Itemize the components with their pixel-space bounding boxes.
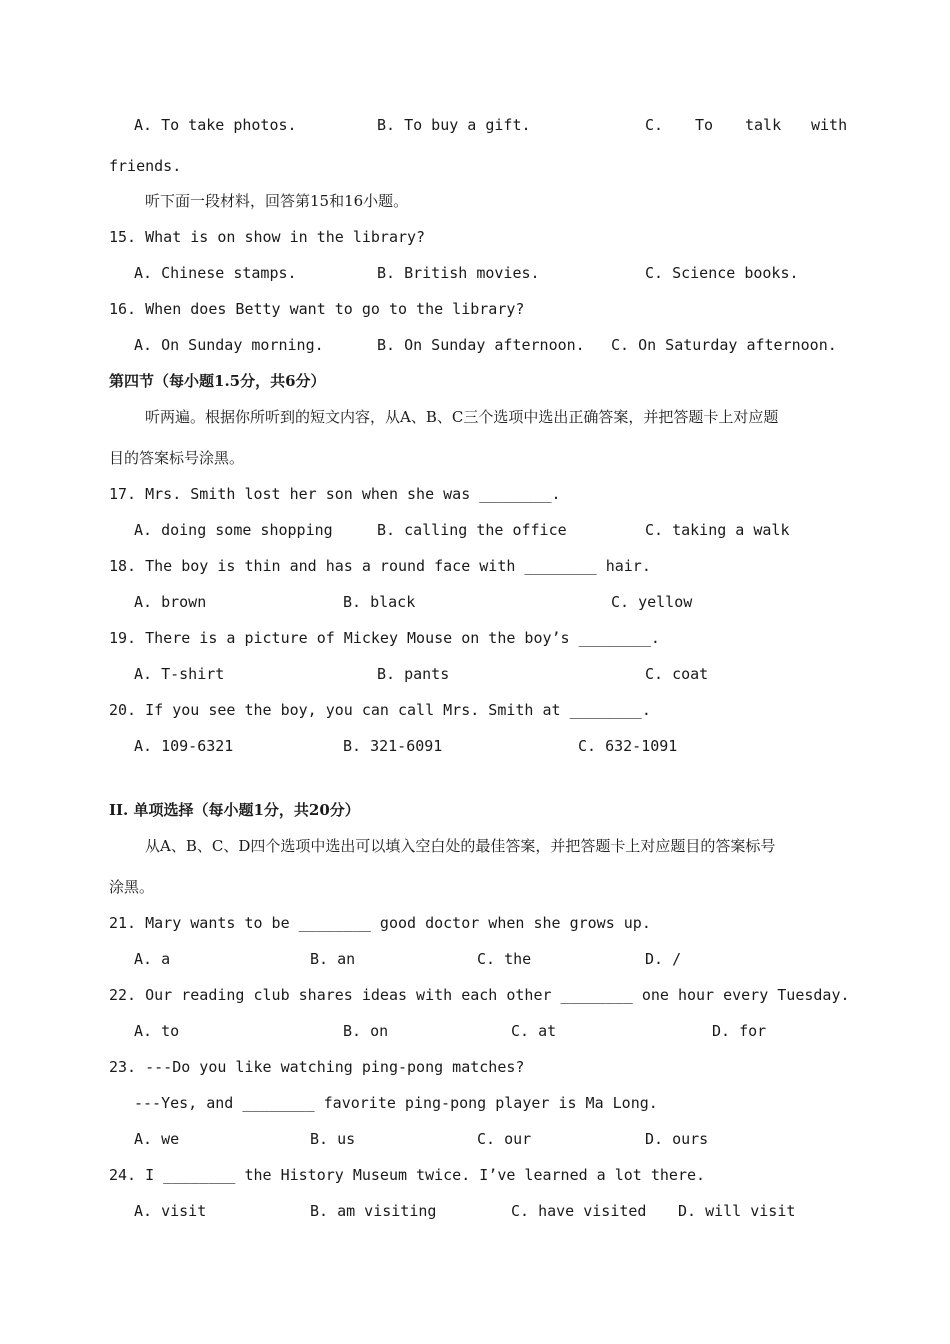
question-15: 15. What is on show in the library?	[109, 228, 426, 246]
q14-option-c-word2: talk	[745, 116, 782, 134]
q23-option-b: B. us	[310, 1130, 356, 1148]
section-4-instruction: 听两遍。根据你所听到的短文内容，从A、B、C三个选项中选出正确答案，并把答题卡上对应题	[145, 408, 779, 426]
q16-option-c: C. On Saturday afternoon.	[611, 336, 837, 354]
question-23-response: ---Yes, and ________ favorite ping-pong player is Ma Long.	[134, 1094, 658, 1112]
q20-option-a: A. 109-6321	[134, 737, 234, 755]
listening-instruction-15-16: 听下面一段材料，回答第15和16小题。	[145, 192, 409, 210]
question-18: 18. The boy is thin and has a round face with ________ hair.	[109, 557, 651, 575]
q19-option-a: A. T-shirt	[134, 665, 225, 683]
q22-option-d: D. for	[712, 1022, 767, 1040]
q24-option-a: A. visit	[134, 1202, 207, 1220]
q15-option-a: A. Chinese stamps.	[134, 264, 297, 282]
q23-option-a: A. we	[134, 1130, 180, 1148]
q21-option-c: C. the	[477, 950, 532, 968]
q21-option-a: A. a	[134, 950, 171, 968]
part-2-title: II. 单项选择（每小题1分，共20分）	[109, 801, 360, 819]
q23-option-d: D. ours	[645, 1130, 709, 1148]
question-21: 21. Mary wants to be ________ good doctor when she grows up.	[109, 914, 651, 932]
q24-option-c: C. have visited	[511, 1202, 647, 1220]
q21-option-b: B. an	[310, 950, 356, 968]
q15-option-c: C. Science books.	[645, 264, 799, 282]
q14-option-a: A. To take photos.	[134, 116, 297, 134]
q21-option-d: D. /	[645, 950, 682, 968]
part-2-instruction: 从A、B、C、D四个选项中选出可以填入空白处的最佳答案，并把答题卡上对应题目的答案标号	[145, 837, 776, 855]
q22-option-c: C. at	[511, 1022, 557, 1040]
question-23: 23. ---Do you like watching ping-pong matches?	[109, 1058, 525, 1076]
q14-option-c-word3: with	[811, 116, 848, 134]
section-4-title: 第四节（每小题1.5分，共6分）	[109, 372, 326, 390]
q22-option-b: B. on	[343, 1022, 389, 1040]
q14-option-c-word1: To	[695, 116, 714, 134]
q16-option-a: A. On Sunday morning.	[134, 336, 324, 354]
q23-option-c: C. our	[477, 1130, 532, 1148]
question-20: 20. If you see the boy, you can call Mrs. Smith at ________.	[109, 701, 651, 719]
q17-option-b: B. calling the office	[377, 521, 567, 539]
question-22: 22. Our reading club shares ideas with each other ________ one hour every Tuesday.	[109, 986, 850, 1004]
section-4-instruction-cont: 目的答案标号涂黑。	[109, 449, 245, 467]
q24-option-d: D. will visit	[678, 1202, 796, 1220]
q14-option-b: B. To buy a gift.	[377, 116, 531, 134]
q18-option-c: C. yellow	[611, 593, 693, 611]
q24-option-b: B. am visiting	[310, 1202, 437, 1220]
part-2-instruction-cont: 涂黑。	[109, 878, 155, 896]
q22-option-a: A. to	[134, 1022, 180, 1040]
q19-option-c: C. coat	[645, 665, 709, 683]
q15-option-b: B. British movies.	[377, 264, 540, 282]
question-19: 19. There is a picture of Mickey Mouse on the boy’s ________.	[109, 629, 660, 647]
q20-option-c: C. 632-1091	[578, 737, 678, 755]
q17-option-c: C. taking a walk	[645, 521, 790, 539]
question-24: 24. I ________ the History Museum twice. I’ve learned a lot there.	[109, 1166, 706, 1184]
q14-option-c-continued: friends.	[109, 157, 182, 175]
q18-option-a: A. brown	[134, 593, 207, 611]
q14-option-c-label: C.	[645, 116, 664, 134]
question-17: 17. Mrs. Smith lost her son when she was ________.	[109, 485, 561, 503]
q19-option-b: B. pants	[377, 665, 450, 683]
q18-option-b: B. black	[343, 593, 416, 611]
question-16: 16. When does Betty want to go to the library?	[109, 300, 525, 318]
q16-option-b: B. On Sunday afternoon.	[377, 336, 585, 354]
q20-option-b: B. 321-6091	[343, 737, 443, 755]
q17-option-a: A. doing some shopping	[134, 521, 333, 539]
